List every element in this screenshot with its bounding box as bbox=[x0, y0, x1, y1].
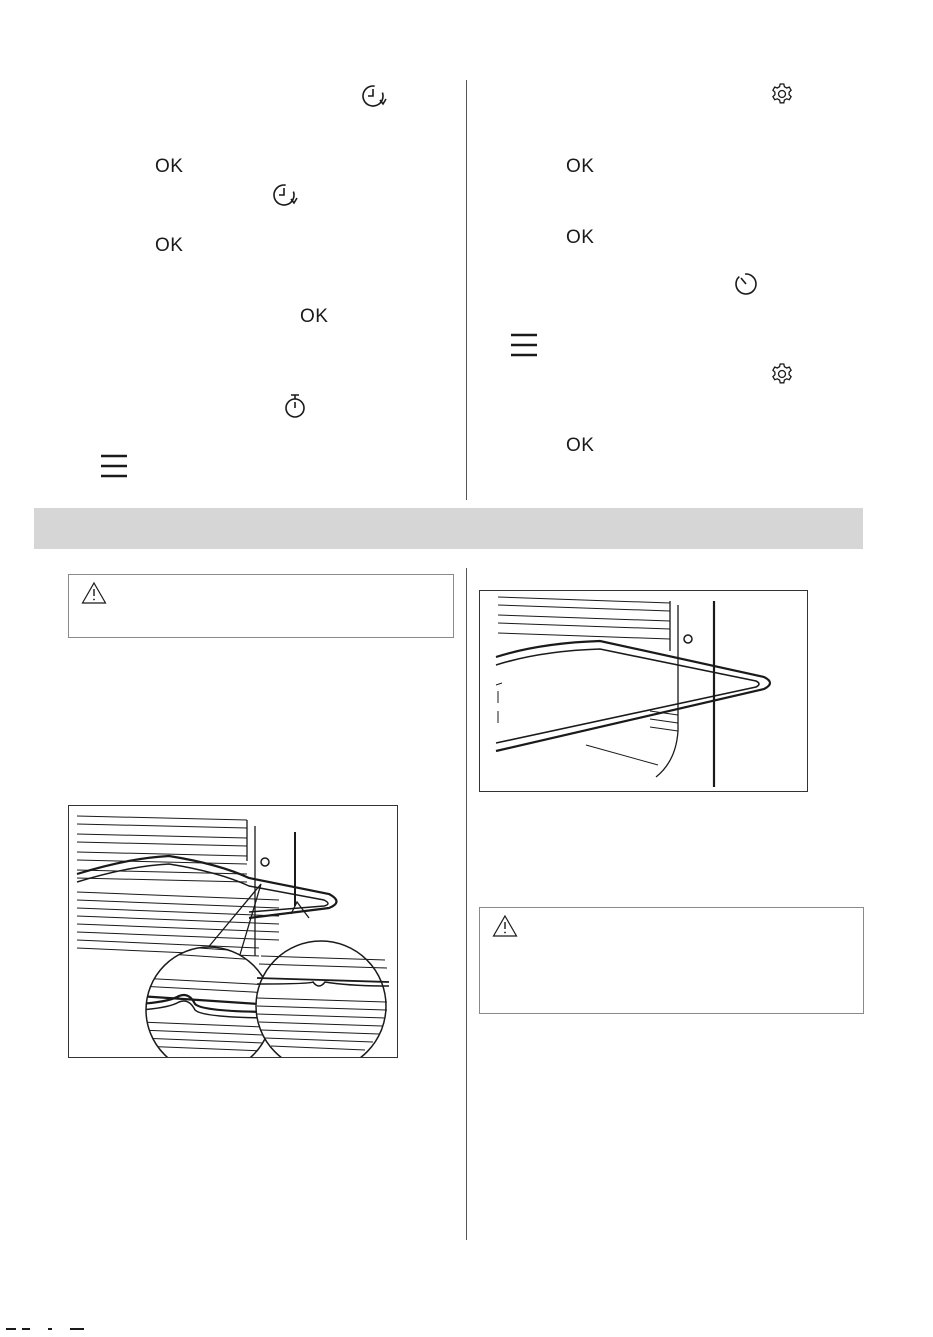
oven-shelf-insertion-figure bbox=[68, 805, 398, 1058]
ok-button[interactable]: OK bbox=[566, 156, 595, 177]
page-footer-mark bbox=[0, 1318, 110, 1324]
ok-button[interactable]: OK bbox=[300, 306, 329, 327]
ok-button[interactable]: OK bbox=[566, 227, 595, 248]
warning-box bbox=[479, 907, 864, 1014]
menu-icon[interactable] bbox=[511, 333, 537, 357]
gear-icon bbox=[770, 362, 794, 386]
warning-triangle-icon bbox=[81, 581, 107, 609]
ok-button[interactable]: OK bbox=[155, 235, 184, 256]
column-divider-top bbox=[466, 80, 467, 500]
gear-icon bbox=[770, 82, 794, 106]
warning-triangle-icon bbox=[492, 914, 518, 942]
stopwatch-icon bbox=[284, 393, 306, 419]
section-header-band bbox=[34, 508, 863, 549]
warning-box bbox=[68, 574, 454, 638]
ok-button[interactable]: OK bbox=[566, 435, 595, 456]
ok-button[interactable]: OK bbox=[155, 156, 184, 177]
oven-tray-insertion-figure bbox=[479, 590, 808, 792]
clock-rewind-icon bbox=[360, 83, 390, 109]
column-divider-bottom bbox=[466, 568, 467, 1240]
clock-rewind-icon bbox=[271, 182, 301, 208]
menu-icon[interactable] bbox=[101, 454, 127, 478]
timer-icon bbox=[733, 271, 759, 297]
